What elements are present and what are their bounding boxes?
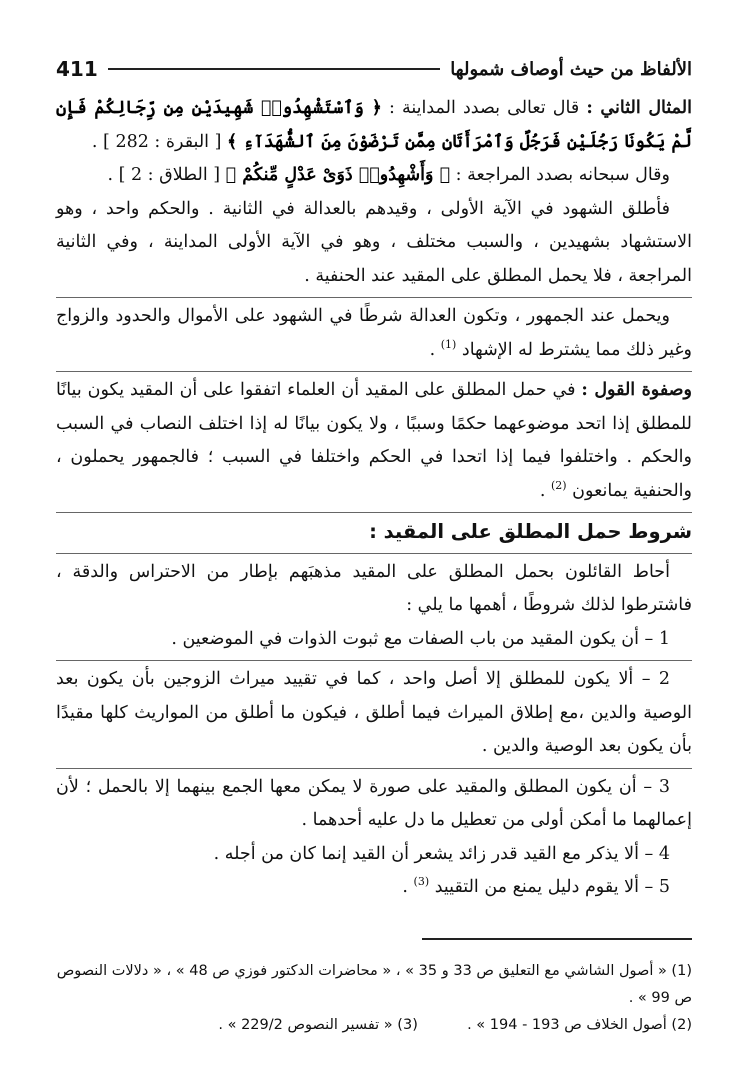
page-number: 411 (56, 57, 98, 81)
footnotes (56, 958, 692, 1039)
condition-item-5: 5 – ألا يقوم دليل يمنع من التقييد $^{(3)}$ . (402, 875, 670, 897)
example-paragraph (56, 92, 692, 159)
condition-item: 2 – ألا يكون للمطلق إلا أصل واحد ، كما في تقييد ميراث الزوجين بأن يكون بعد الوصية والدين ،مع إطلاق الميراث فيما أطلق ، فيكون ما أطلق من المواريث كلها مقيدًا بأن يكون بعد الوصية والدين . (56, 669, 692, 756)
separator-line (56, 297, 692, 298)
summary-text: في حمل المطلق على المقيد أن العلماء اتفقوا على أن المقيد يكون بيانًا للمطلق إذا اتحد موضوعهما حكمًا وسببًا ، ولا يكون بيانًا له إذا اختلف النصاب في السبب والحكم . واختلفوا فيما إذا اتحدا في الحكم واختلفا في السبب ؛ فالجمهور يحملون ، والحنفية يمانعون (56, 380, 692, 501)
verse-ref-2: [ الطلاق : 2 ] . (107, 165, 221, 185)
separator-line (56, 512, 692, 513)
footnote-rule (422, 938, 692, 940)
footnote-ref-3: (3) (413, 875, 430, 889)
footnote-3: (3) « تفسير النصوص 229/2 » . (218, 1017, 418, 1033)
quran-verse-2: ﴿ وَأَشْهِدُوا۟ ذَوَىْ عَدْلٍ مِّنكُمْ ﴾ (225, 165, 451, 185)
footnote-2: (2) أصول الخلاف ص 193 - 194 » . (467, 1017, 692, 1033)
separator-line (56, 660, 692, 661)
footnote-1: (1) « أصول الشاشي مع التعليق ص 33 و 35 » ، « محاضرات الدكتور فوزي ص 48 » ، « دلالات النصوص ص 99 » . (56, 963, 692, 1006)
header-rule (108, 68, 440, 70)
verse-ref-1: [ البقرة : 282 ] . (91, 131, 222, 152)
intro-paragraph: أحاط القائلون بحمل المطلق على المقيد مذهبَهم بإطار من الاحتراس والدقة ، فاشترطوا لذلك شروطًا ، أهمها ما يلي : (56, 561, 692, 615)
footnote-ref-2: (2) (551, 478, 567, 492)
paragraph-2: ويحمل عند الجمهور ، وتكون العدالة شرطًا في الشهود على الأموال والحدود والزواج وغير ذلك مما يشترط له الإشهاد $^{(1)}$ . (56, 306, 692, 360)
book-page (56, 0, 692, 1088)
separator-line (56, 371, 692, 372)
example-text-1: قال تعالى بصدد المداينة : (388, 98, 580, 118)
condition-5-text: 5 – ألا يقوم دليل يمنع من التقييد (434, 877, 670, 897)
example-paragraph-2 (56, 159, 692, 193)
footnote-row-2 (56, 1012, 692, 1039)
condition-item: 1 – أن يكون المقيد من باب الصفات مع ثبوت الذوات في الموضعين . (171, 628, 670, 649)
quran-verse-1: ﴿ وَٱسْتَشْهِدُوا۟ شَهِيدَيْنِ مِن رِّجَالِكُمْ فَإِن لَّمْ يَكُونَا رَجُلَيْنِ فَرَجُلٌ وَٱمْرَأَتَانِ مِمَّن تَرْضَوْنَ مِنَ ٱلشُّهَدَآءِ ﴾ (56, 98, 692, 152)
separator-line (56, 768, 692, 769)
footnote-ref-1: (1) (440, 337, 457, 351)
running-header (56, 52, 692, 86)
running-title: الألفاظ من حيث أوصاف شمولها (450, 58, 692, 80)
section-title: شروط حمل المطلق على المقيد : (369, 520, 692, 543)
separator-line (56, 553, 692, 554)
example-lead: المثال الثاني : (586, 98, 692, 118)
paragraph-2-text: ويحمل عند الجمهور ، وتكون العدالة شرطًا في الشهود على الأموال والحدود والزواج وغير ذلك مما يشترط له الإشهاد (56, 306, 692, 360)
paragraph-1: فأطلق الشهود في الآية الأولى ، وقيدهم بالعدالة في الثانية . والحكم واحد ، وهو الاستشهاد بشهيدين ، والسبب مختلف ، وهو في الآية الأولى المداينة ، وفي الثانية المراجعة ، فلا يحمل المطلق على المقيد عند الحنفية . (56, 198, 692, 286)
condition-item: 3 – أن يكون المطلق والمقيد على صورة لا يمكن معها الجمع بينهما إلا بالحمل ؛ لأن إعمالهما ما أمكن أولى من تعطيل ما دل عليه أحدهما . (56, 776, 692, 830)
condition-item: 4 – ألا يذكر مع القيد قدر زائد يشعر أن القيد إنما كان من أجله . (213, 843, 670, 864)
summary-lead: وصفوة القول : (581, 380, 692, 400)
summary-paragraph: وصفوة القول : في حمل المطلق على المقيد أن العلماء اتفقوا على أن المقيد يكون بيانًا للمطلق إذا اتحد موضوعهما حكمًا وسببًا ، ولا يكون بيانًا له إذا اختلف النصاب في السبب والحكم . واختلفوا فيما إذا اتحدا في الحكم واختلفا في السبب ؛ فالجمهور يحملون ، والحنفية يمانعون $^{(2)}$ . (56, 380, 692, 501)
example-text-2: وقال سبحانه بصدد المراجعة : (455, 165, 670, 185)
page-body (56, 92, 692, 905)
